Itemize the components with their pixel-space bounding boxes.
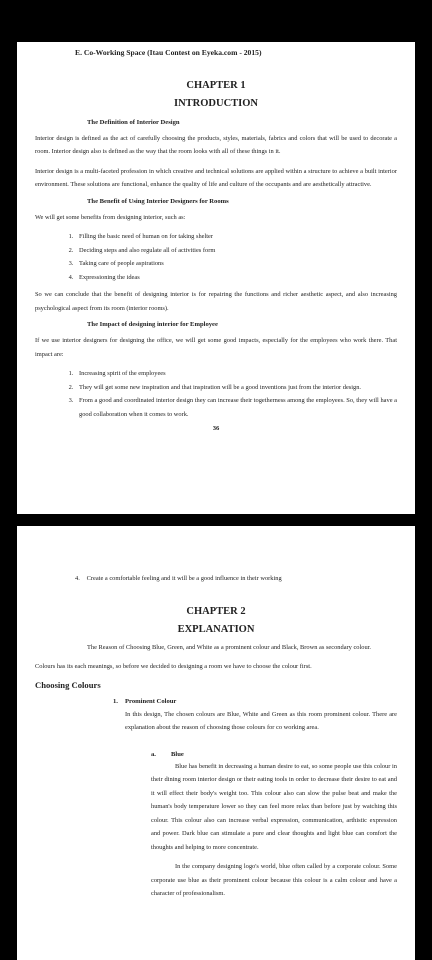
paragraph: Interior design is a multi-faceted profession in which creative and technical solutions are applied within a structure to achieve a built interior environment. These solutions are functional, enhance the quality of life and culture of the occupants and are aesthetically attractive. <box>35 167 397 189</box>
paragraph: Interior design is defined as the act of carefully choosing the products, styles, materials, fabrics and colors that will be used to decorate a room. Interior design also is defined as the way that the room looks with all of these things in it. <box>35 134 397 156</box>
list-item: 1. Increasing spirit of the employees <box>75 367 397 381</box>
impact-list <box>35 367 397 421</box>
subheading-text: Prominent Colour <box>125 697 177 705</box>
chapter-number: CHAPTER 1 <box>186 80 246 91</box>
chapter-title: EXPLANATION <box>177 623 255 635</box>
list-item: 2. Deciding steps and also regulate all of activities form <box>75 244 397 258</box>
continued-list-item <box>75 572 397 585</box>
document-page-36 <box>17 42 415 514</box>
document-page-37 <box>17 526 415 960</box>
section-title-benefit: The Benefit of Using Interior Designers for Rooms <box>87 197 229 205</box>
list-item-text: Create a comfortable feeling and it will be a good influence in their working <box>86 575 282 582</box>
list-item: 1. Filling the basic need of human on for taking shelter <box>75 230 397 244</box>
page-number: 36 <box>212 425 220 433</box>
subheading-number: 1. <box>113 697 118 705</box>
section-title-definition: The Definition of Interior Design <box>87 118 180 126</box>
list-item: 2. They will get some new inspiration and that inspiration will be a good inventions just from the interior design. <box>75 381 397 395</box>
subheading-prominent-colour <box>113 698 397 705</box>
list-item-number: 4. <box>75 575 80 582</box>
subheading-letter: a. <box>151 750 156 758</box>
subheading-text: Blue <box>171 750 184 758</box>
list-item: 3. Taking care of people aspirations <box>75 257 397 271</box>
paragraph: So we can conclude that the benefit of designing interior is for repairing the functions and richer aesthetic aspect, and also increasing psychological aspect from its room (interior rooms). <box>35 291 397 312</box>
paragraph: Blue has benefit in decreasing a human desire to eat, so some people use this colour in their dining room interior design or their eating tools in order to decrease their desire to eat and it will effect their body's weight too. This colour also can slow the pulse beat and make the human's body temperature lower so they can feel more relax than before just by watching this colour. This colour also can increase verbal expression, communication, arthistic expression and power. Dark blue can stimulate a pure and clear thoughts and light blue can comfort the thoughts and helping to more concentrate. <box>151 762 397 851</box>
paragraph: Colours has its each meanings, so before we decided to designing a room we have to choose the colour first. <box>35 663 312 671</box>
paragraph: In the company designing logo's world, blue often called by a corporate colour. Some corporate use blue as their prominent colour because this colour is a calm colour and have a character of professionalism. <box>151 863 397 898</box>
paragraph: We will get some benefits from designing interior, such as: <box>35 213 186 221</box>
paragraph: The Reason of Choosing Blue, Green, and White as a prominent colour and Black, Brown as secondary colour. <box>87 643 372 651</box>
heading-choosing-colours: Choosing Colours <box>35 679 101 690</box>
section-header: E. Co-Working Space (Itau Contest on Eyeka.com - 2015) <box>75 48 262 57</box>
list-item: 3. From a good and coordinated interior design they can increase their togetherness among the employees. So, they will have a good collaboration when it comes to work. <box>75 394 397 421</box>
section-title-impact: The Impact of designing interior for Employee <box>87 321 218 329</box>
subheading-blue <box>151 751 397 758</box>
chapter-number: CHAPTER 2 <box>186 606 246 617</box>
chapter-title: INTRODUCTION <box>173 97 258 109</box>
list-item: 4. Expressioning the ideas <box>75 271 397 285</box>
paragraph: If we use interior designers for designing the office, we will get some good impacts, especially for the employees who work there. That impact are: <box>35 337 397 358</box>
benefit-list <box>35 230 397 284</box>
paragraph: In this design, The chosen colours are Blue, White and Green as this room prominent colour. There are explanation about the reason of choosing those colours for co working area. <box>125 710 397 732</box>
